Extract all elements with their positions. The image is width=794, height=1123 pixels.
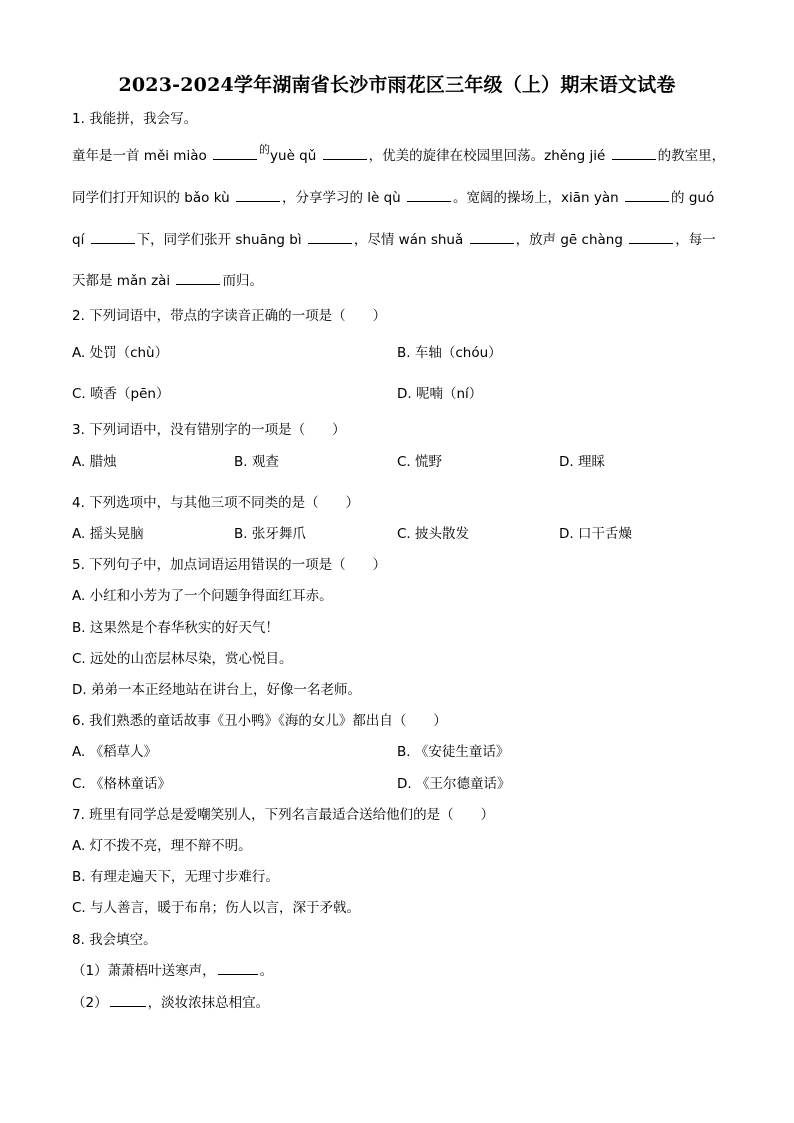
q1-line-4: 天都是 mǎn zài 而归。 [72,273,263,289]
answer-blank[interactable] [218,962,258,975]
q6-heading: 6. 我们熟悉的童话故事《丑小鸭》《海的女儿》都出自（ ） [72,713,447,729]
q5-option-c[interactable]: C. 远处的山峦层林尽染，赏心悦目。 [72,651,293,667]
pinyin-ge-chang: gē chàng [560,232,623,248]
q3-option-a[interactable]: A. 腊烛 [72,454,117,470]
answer-blank[interactable] [308,231,352,244]
q4-option-c[interactable]: C. 披头散发 [397,526,470,542]
pinyin-le-qu: lè qù [367,190,401,206]
page-title: 2023-2024学年湖南省长沙市雨花区三年级（上）期末语文试卷 [118,74,676,96]
q7-option-a[interactable]: A. 灯不拨不亮，理不辩不明。 [72,838,252,854]
answer-blank[interactable] [236,189,280,202]
q8-heading: 8. 我会填空。 [72,932,157,948]
pinyin-xian-yan: xiān yàn [561,190,619,206]
q4-option-d[interactable]: D. 口干舌燥 [559,526,632,542]
answer-blank[interactable] [612,147,656,160]
pinyin-bao-ku: bǎo kù [184,190,230,206]
answer-blank[interactable] [323,147,367,160]
q3-heading: 3. 下列词语中，没有错别字的一项是（ ） [72,422,346,438]
answer-blank[interactable] [176,272,220,285]
q7-heading: 7. 班里有同学总是爱嘲笑别人，下列名言最适合送给他们的是（ ） [72,807,495,823]
q1-line-1: 童年是一首 měi miào $^的$yuè qǔ ，优美的旋律在校园里回荡。zhěng jié 的教室里， [72,143,726,164]
q3-option-c[interactable]: C. 慌野 [397,454,443,470]
q4-option-b[interactable]: B. 张牙舞爪 [234,526,306,542]
q6-option-c[interactable]: C. 《格林童话》 [72,776,172,792]
answer-blank[interactable] [407,189,451,202]
q2-option-d[interactable]: D. 呢喃（ní） [397,386,483,402]
answer-blank[interactable] [625,189,669,202]
answer-blank[interactable] [470,231,514,244]
q2-option-a[interactable]: A. 处罚（chù） [72,345,169,361]
pinyin-yue-qu: yuè qǔ [270,148,317,164]
pinyin-zheng-jie: zhěng jié [544,148,606,164]
q8-item-2: （2） ，淡妆浓抹总相宜。 [72,995,270,1011]
q3-option-b[interactable]: B. 观查 [234,454,279,470]
q5-option-b[interactable]: B. 这果然是个春华秋实的好天气！ [72,620,279,636]
q2-option-c[interactable]: C. 喷香（pēn） [72,386,170,402]
q5-heading: 5. 下列句子中，加点词语运用错误的一项是（ ） [72,557,387,573]
q7-option-c[interactable]: C. 与人善言，暖于布帛；伤人以言，深于矛戟。 [72,900,361,916]
q5-option-a[interactable]: A. 小红和小芳为了一个问题争得面红耳赤。 [72,588,333,604]
answer-blank[interactable] [629,231,673,244]
q5-option-d[interactable]: D. 弟弟一本正经地站在讲台上，好像一名老师。 [72,682,361,698]
pinyin-qi: qí [72,232,85,248]
q8-item-1: （1）萧萧梧叶送寒声， 。 [72,963,274,979]
q2-option-b[interactable]: B. 车轴（chóu） [397,345,502,361]
q4-heading: 4. 下列选项中，与其他三项不同类的是（ ） [72,495,360,511]
q1-line-3: qí 下，同学们张开 shuāng bì ，尽情 wán shuǎ ，放声 gē chàng ，每一 [72,232,716,248]
q6-option-d[interactable]: D. 《王尔德童话》 [397,776,511,792]
q7-option-b[interactable]: B. 有理走遍天下，无理寸步难行。 [72,869,279,885]
answer-blank[interactable] [213,147,257,160]
pinyin-shuang-bi: shuāng bì [235,232,302,248]
pinyin-man-zai: mǎn zài [116,273,171,289]
answer-blank[interactable] [110,994,146,1007]
q1-heading: 1. 我能拼，我会写。 [72,111,198,127]
q4-option-a[interactable]: A. 摇头晃脑 [72,526,144,542]
answer-blank[interactable] [91,231,135,244]
q6-option-a[interactable]: A. 《稻草人》 [72,744,158,760]
q1-line-2: 同学们打开知识的 bǎo kù ，分享学习的 lè qù 。宽阔的操场上，xiān yàn 的 guó [72,190,715,206]
pinyin-guo: guó [688,190,715,206]
q6-option-b[interactable]: B. 《安徒生童话》 [397,744,510,760]
q3-option-d[interactable]: D. 理睬 [559,454,605,470]
pinyin-wan-shua: wán shuǎ [398,232,464,248]
pinyin-mei-miao: měi miào [143,148,207,164]
q2-heading: 2. 下列词语中，带点的字读音正确的一项是（ ） [72,308,387,324]
